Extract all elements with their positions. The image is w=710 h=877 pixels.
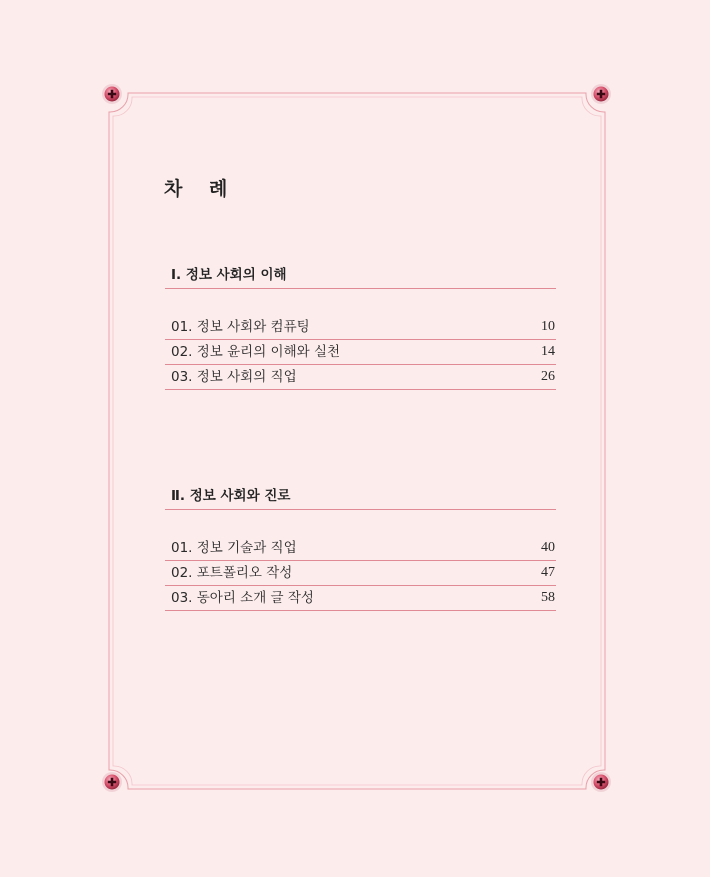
toc-entry[interactable] — [165, 561, 556, 586]
toc-entry-label: 02. 포트폴리오 작성 — [171, 565, 293, 581]
plus-pin-icon — [591, 772, 611, 792]
toc-entry[interactable] — [165, 365, 556, 390]
toc-entry-page: 58 — [541, 590, 555, 605]
toc-entry-label: 03. 정보 사회의 직업 — [171, 369, 297, 385]
section-heading: Ⅰ. 정보 사회의 이해 — [165, 266, 556, 289]
plus-pin-icon — [591, 84, 611, 104]
toc-entry-list — [165, 536, 556, 611]
toc-entry-page: 10 — [541, 319, 555, 334]
toc-entry[interactable] — [165, 315, 556, 340]
toc-entry-list — [165, 315, 556, 390]
toc-entry-label: 03. 동아리 소개 글 작성 — [171, 590, 314, 606]
plus-pin-icon — [102, 772, 122, 792]
page-title: 차 례 — [164, 178, 238, 200]
toc-entry-page: 47 — [541, 565, 555, 580]
toc-entry[interactable] — [165, 340, 556, 365]
toc-entry-page: 26 — [541, 369, 555, 384]
toc-entry-label: 01. 정보 사회와 컴퓨팅 — [171, 319, 310, 335]
toc-entry-page: 14 — [541, 344, 555, 359]
toc-entry[interactable] — [165, 536, 556, 561]
toc-entry-page: 40 — [541, 540, 555, 555]
toc-entry-label: 01. 정보 기술과 직업 — [171, 540, 297, 556]
toc-section-2 — [165, 487, 556, 611]
toc-section-1 — [165, 266, 556, 390]
toc-entry[interactable] — [165, 586, 556, 611]
toc-entry-label: 02. 정보 윤리의 이해와 실천 — [171, 344, 341, 360]
plus-pin-icon — [102, 84, 122, 104]
section-heading: Ⅱ. 정보 사회와 진로 — [165, 487, 556, 510]
